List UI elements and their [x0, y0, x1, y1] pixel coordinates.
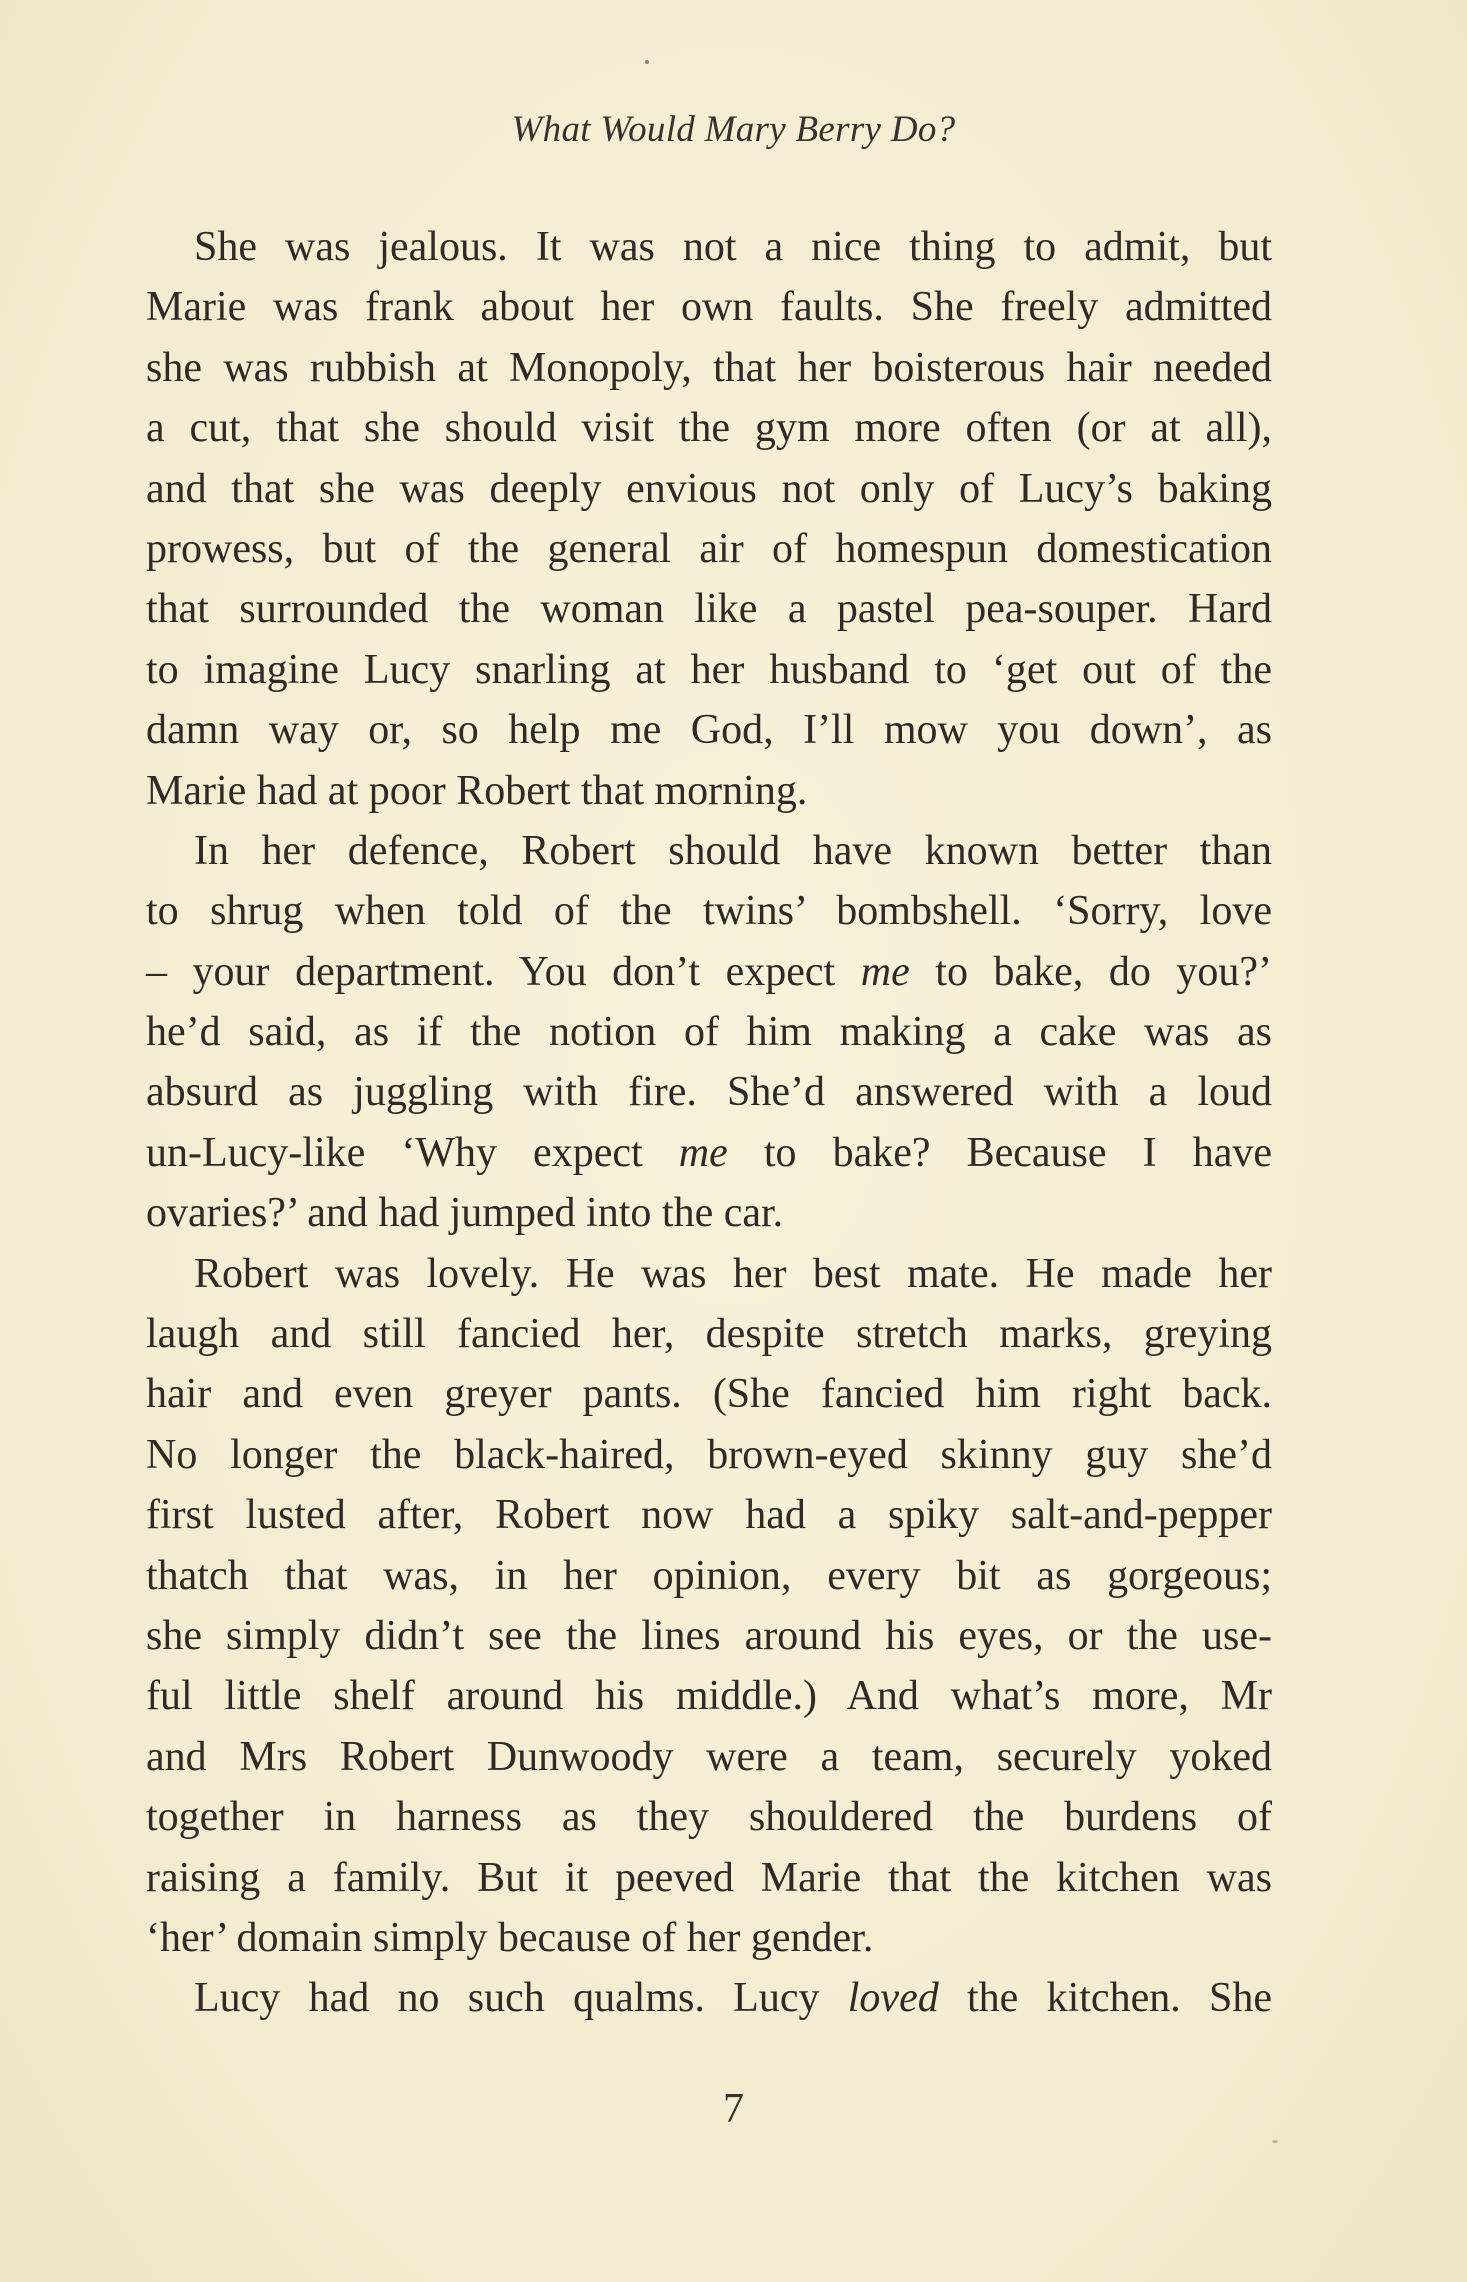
- emphasis: me: [678, 1129, 728, 1176]
- text-line: and that she was deeply envious not only of Lucy’s baking: [146, 465, 1272, 512]
- text-line: she simply didn’t see the lines around his eyes, or the use-: [146, 1612, 1272, 1659]
- text-line: Robert was lovely. He was her best mate. He made her: [194, 1250, 1272, 1297]
- running-head: What Would Mary Berry Do?: [511, 109, 956, 150]
- text-line: prowess, but of the general air of homespun domestication: [146, 525, 1272, 572]
- text-line: she was rubbish at Monopoly, that her boisterous hair needed: [146, 344, 1272, 391]
- text-line: thatch that was, in her opinion, every bit as gorgeous;: [146, 1552, 1272, 1599]
- text-line: and Mrs Robert Dunwoody were a team, securely yoked: [146, 1733, 1272, 1780]
- print-speck: [1272, 2140, 1278, 2143]
- body-text: [146, 217, 1272, 2029]
- text-line: first lusted after, Robert now had a spiky salt-and-pepper: [146, 1492, 1272, 1539]
- text-line: ovaries?’ and had jumped into the car.: [146, 1190, 784, 1237]
- text-line: together in harness as they shouldered the burdens of: [146, 1794, 1272, 1841]
- page-number: 7: [723, 2086, 744, 2132]
- text-line: to imagine Lucy snarling at her husband to ‘get out of the: [146, 646, 1272, 693]
- text-line: ful little shelf around his middle.) And what’s more, Mr: [146, 1673, 1272, 1720]
- text-line: un-Lucy-like ‘Why expect me to bake? Because I have: [146, 1129, 1272, 1176]
- text-line: ‘her’ domain simply because of her gender.: [146, 1914, 874, 1961]
- text-line: – your department. You don’t expect me to bake, do you?’: [146, 948, 1272, 995]
- emphasis: loved: [847, 1975, 939, 2022]
- print-speck: [645, 60, 649, 64]
- text-line: Marie had at poor Robert that morning.: [146, 767, 808, 814]
- text-line: to shrug when told of the twins’ bombshell. ‘Sorry, love: [146, 888, 1272, 935]
- text-line: Marie was frank about her own faults. She freely admitted: [146, 284, 1272, 331]
- emphasis: me: [860, 948, 910, 995]
- text-line: hair and even greyer pants. (She fancied him right back.: [146, 1371, 1272, 1418]
- text-line: he’d said, as if the notion of him making a cake was as: [146, 1009, 1272, 1056]
- text-line: damn way or, so help me God, I’ll mow you down’, as: [146, 707, 1272, 754]
- text-line: She was jealous. It was not a nice thing to admit, but: [194, 224, 1272, 270]
- text-line: laugh and still fancied her, despite stretch marks, greying: [146, 1311, 1272, 1358]
- text-line: In her defence, Robert should have known better than: [194, 827, 1272, 874]
- text-line: that surrounded the woman like a pastel pea-souper. Hard: [146, 586, 1272, 633]
- text-line: a cut, that she should visit the gym more often (or at all),: [146, 405, 1272, 452]
- text-line: Lucy had no such qualms. Lucy loved the kitchen. She: [194, 1975, 1273, 2022]
- text-line: No longer the black-haired, brown-eyed skinny guy she’d: [146, 1431, 1272, 1478]
- text-line: raising a family. But it peeved Marie that the kitchen was: [146, 1854, 1272, 1901]
- text-line: absurd as juggling with fire. She’d answered with a loud: [146, 1069, 1272, 1116]
